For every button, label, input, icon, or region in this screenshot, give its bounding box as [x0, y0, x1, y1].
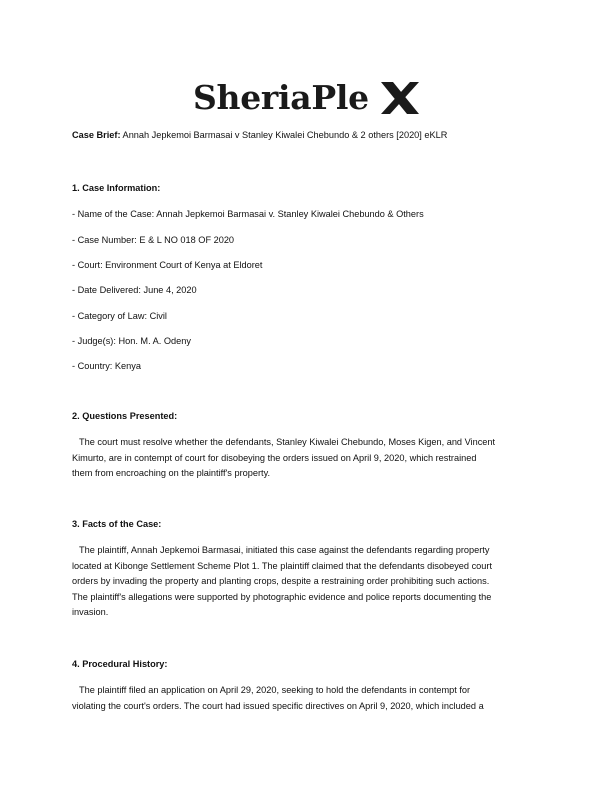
paragraph-line: The plaintiff filed an application on April 29, 2020, seeking to hold the defendants in contempt for [79, 685, 471, 695]
section-heading-questions-presented: 2. Questions Presented: [72, 411, 178, 421]
case-info-item: - Category of Law: Civil [72, 311, 167, 321]
section-heading-procedural-history: 4. Procedural History: [72, 659, 168, 669]
paragraph-line: The court must resolve whether the defendants, Stanley Kiwalei Chebundo, Moses Kigen, and Vincent [79, 437, 496, 447]
logo-text: SheriaPle [193, 78, 369, 117]
case-brief-title: Annah Jepkemoi Barmasai v Stanley Kiwalei Chebundo & 2 others [2020] eKLR [120, 130, 448, 140]
paragraph-line: violating the court's orders. The court had issued specific directives on April 9, 2020, which included a [72, 700, 484, 711]
paragraph-line: The plaintiff's allegations were supported by photographic evidence and police reports documenting the [72, 591, 492, 602]
paragraph-line: located at Kibonge Settlement Scheme Plot 1. The plaintiff claimed that the defendants disobeyed court [72, 560, 493, 571]
case-info-item: - Judge(s): Hon. M. A. Odeny [72, 336, 191, 346]
section-heading-case-information: 1. Case Information: [72, 183, 161, 193]
case-info-item: - Country: Kenya [72, 361, 141, 371]
sheriaplex-logo [193, 76, 419, 120]
case-info-item: - Court: Environment Court of Kenya at Eldoret [72, 260, 263, 270]
paragraph-line: The plaintiff, Annah Jepkemoi Barmasai, initiated this case against the defendants regarding property [79, 545, 490, 555]
case-info-item: - Date Delivered: June 4, 2020 [72, 285, 197, 295]
logo-x-mark-icon [379, 80, 421, 116]
paragraph-line: them from encroaching on the plaintiff's property. [72, 468, 271, 478]
section-heading-facts-of-the-case: 3. Facts of the Case: [72, 519, 162, 529]
case-info-item: - Name of the Case: Annah Jepkemoi Barmasai v. Stanley Kiwalei Chebundo & Others [72, 209, 424, 219]
case-brief-line [72, 129, 447, 141]
questions-paragraph [72, 435, 546, 482]
procedural-paragraph [72, 683, 546, 714]
paragraph-line: invasion. [72, 607, 109, 617]
case-info-item: - Case Number: E & L NO 018 OF 2020 [72, 235, 235, 245]
case-brief-label: Case Brief: [72, 130, 121, 140]
paragraph-line: orders by invading the property and planting crops, despite a restraining order prohibiting such actions. [72, 576, 490, 586]
facts-paragraph [72, 543, 546, 621]
paragraph-line: Kimurto, are in contempt of court for disobeying the orders issued on April 9, 2020, which restrained [72, 452, 477, 463]
